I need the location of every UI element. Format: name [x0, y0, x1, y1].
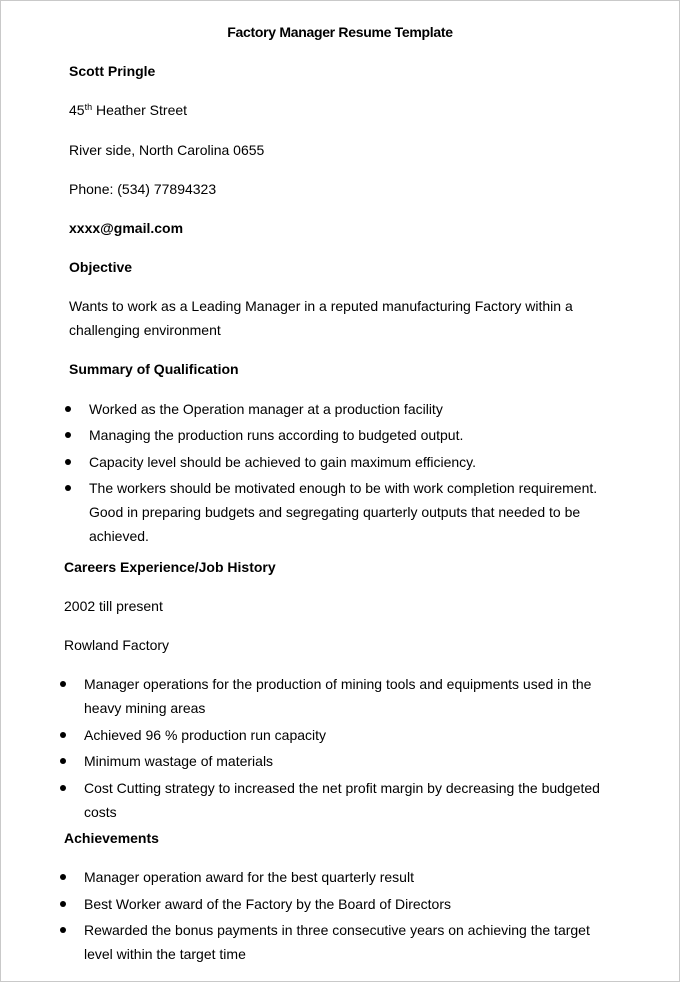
summary-heading: Summary of Qualification	[69, 361, 239, 377]
experience-company: Rowland Factory	[64, 637, 170, 653]
achievement-item: Best Worker award of the Factory by the Board of Directors	[84, 896, 452, 912]
bullet-icon	[60, 785, 66, 791]
summary-item-continuation: achieved.	[89, 528, 149, 544]
summary-item: Worked as the Operation manager at a production facility	[89, 401, 443, 417]
bullet-icon	[65, 485, 71, 491]
objective-line: Wants to work as a Leading Manager in a reputed manufacturing Factory within a	[69, 298, 573, 314]
experience-item: Minimum wastage of materials	[84, 753, 274, 769]
bullet-icon	[65, 406, 71, 412]
bullet-icon	[65, 459, 71, 465]
objective-heading: Objective	[69, 259, 133, 275]
summary-item: The workers should be motivated enough to be with work completion requirement.	[89, 480, 598, 496]
experience-item: Achieved 96 % production run capacity	[84, 727, 327, 743]
experience-heading: Careers Experience/Job History	[64, 559, 276, 575]
summary-item: Capacity level should be achieved to gain maximum efficiency.	[89, 454, 477, 470]
achievement-item: Manager operation award for the best quarterly result	[84, 869, 414, 885]
experience-item: Cost Cutting strategy to increased the net profit margin by decreasing the budgeted	[84, 780, 600, 796]
email-address: xxxx@gmail.com	[69, 220, 184, 236]
address-city: River side, North Carolina 0655	[69, 142, 265, 158]
street-suffix: th	[84, 102, 93, 112]
document-title: Factory Manager Resume Template	[227, 24, 453, 40]
address-street	[69, 101, 187, 119]
achievement-item: Rewarded the bonus payments in three consecutive years on achieving the target	[84, 922, 590, 938]
bullet-icon	[60, 732, 66, 738]
phone-number: Phone: (534) 77894323	[69, 181, 217, 197]
bullet-icon	[60, 874, 66, 880]
summary-item: Managing the production runs according to budgeted output.	[89, 427, 464, 443]
bullet-icon	[60, 758, 66, 764]
bullet-icon	[60, 927, 66, 933]
experience-item-continuation: costs	[84, 804, 117, 820]
objective-line: challenging environment	[69, 322, 221, 338]
bullet-icon	[60, 681, 66, 687]
experience-item: Manager operations for the production of mining tools and equipments used in the	[84, 676, 592, 692]
achievements-heading: Achievements	[64, 830, 159, 846]
experience-item-continuation: heavy mining areas	[84, 700, 206, 716]
summary-item-continuation: Good in preparing budgets and segregating quarterly outputs that needed to be	[89, 504, 581, 520]
achievement-item-continuation: level within the target time	[84, 946, 246, 962]
street-number: 45	[69, 102, 85, 118]
street-name: Heather Street	[92, 102, 188, 118]
bullet-icon	[65, 432, 71, 438]
bullet-icon	[60, 901, 66, 907]
experience-period: 2002 till present	[64, 598, 163, 614]
candidate-name: Scott Pringle	[69, 63, 156, 79]
